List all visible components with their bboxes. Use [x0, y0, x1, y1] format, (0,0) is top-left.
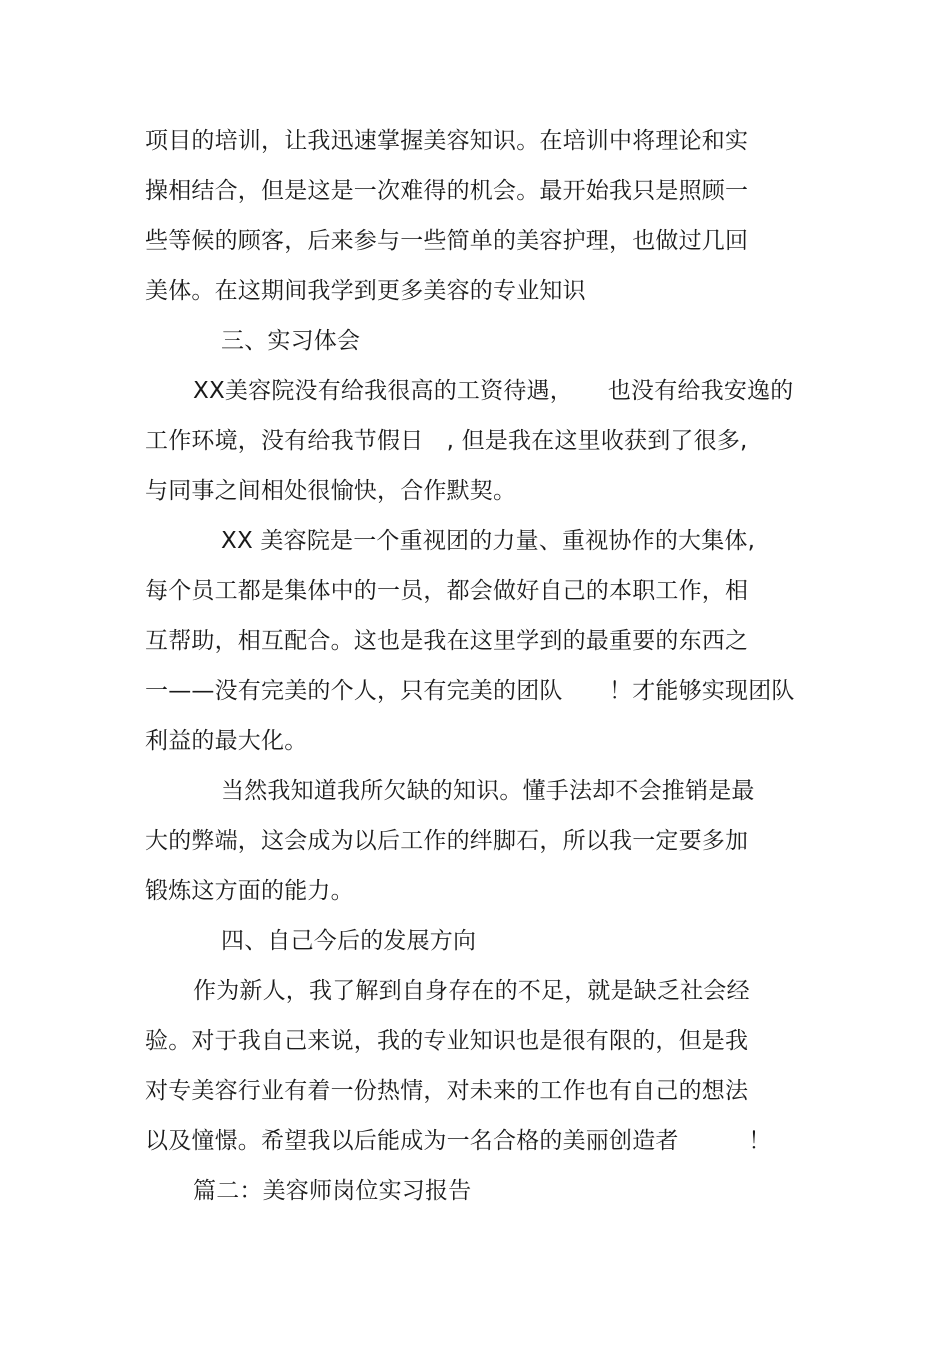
paragraph-line: XX美容院没有给我很高的工资待遇， 也没有给我安逸的 [193, 378, 794, 404]
paragraph-line: 当然我知道我所欠缺的知识。懂手法却不会推销是最 [221, 778, 755, 804]
paragraph-line: 验。对于我自己来说，我的专业知识也是很有限的，但是我 [145, 1028, 749, 1054]
paragraph-line: 与同事之间相处很愉快，合作默契。 [145, 478, 517, 504]
paragraph-line: 工作环境，没有给我节假日 , 但是我在这里收获到了很多, [145, 428, 748, 454]
paragraph-line: 锻炼这方面的能力。 [145, 878, 354, 904]
paragraph-line: 对专美容行业有着一份热情，对未来的工作也有自己的想法 [145, 1078, 749, 1104]
paragraph-line: 项目的培训，让我迅速掌握美容知识。在培训中将理论和实 [145, 128, 749, 154]
paragraph-line: 美体。在这期间我学到更多美容的专业知识 [145, 278, 586, 304]
paragraph-line: 操相结合，但是这是一次难得的机会。最开始我只是照顾一 [145, 178, 749, 204]
section-heading: 四、自己今后的发展方向 [221, 928, 477, 954]
paragraph-line: 互帮助，相互配合。这也是我在这里学到的最重要的东西之 [145, 628, 749, 654]
paragraph-line: 每个员工都是集体中的一员，都会做好自己的本职工作，相 [145, 578, 749, 604]
paragraph-line: XX 美容院是一个重视团的力量、重视协作的大集体, [221, 528, 756, 554]
paragraph-line: 些等候的顾客，后来参与一些简单的美容护理，也做过几回 [145, 228, 749, 254]
paragraph-line: 一——没有完美的个人，只有完美的团队 ！才能够实现团队 [145, 678, 795, 704]
paragraph-line: 以及憧憬。希望我以后能成为一名合格的美丽创造者 ！ [145, 1128, 772, 1154]
section-heading: 三、实习体会 [221, 328, 361, 354]
paragraph-line: 大的弊端，这会成为以后工作的绊脚石，所以我一定要多加 [145, 828, 749, 854]
paragraph-line: 利益的最大化。 [145, 728, 308, 754]
section-heading: 篇二：美容师岗位实习报告 [193, 1178, 472, 1204]
paragraph-line: 作为新人，我了解到自身存在的不足，就是缺乏社会经 [193, 978, 750, 1004]
